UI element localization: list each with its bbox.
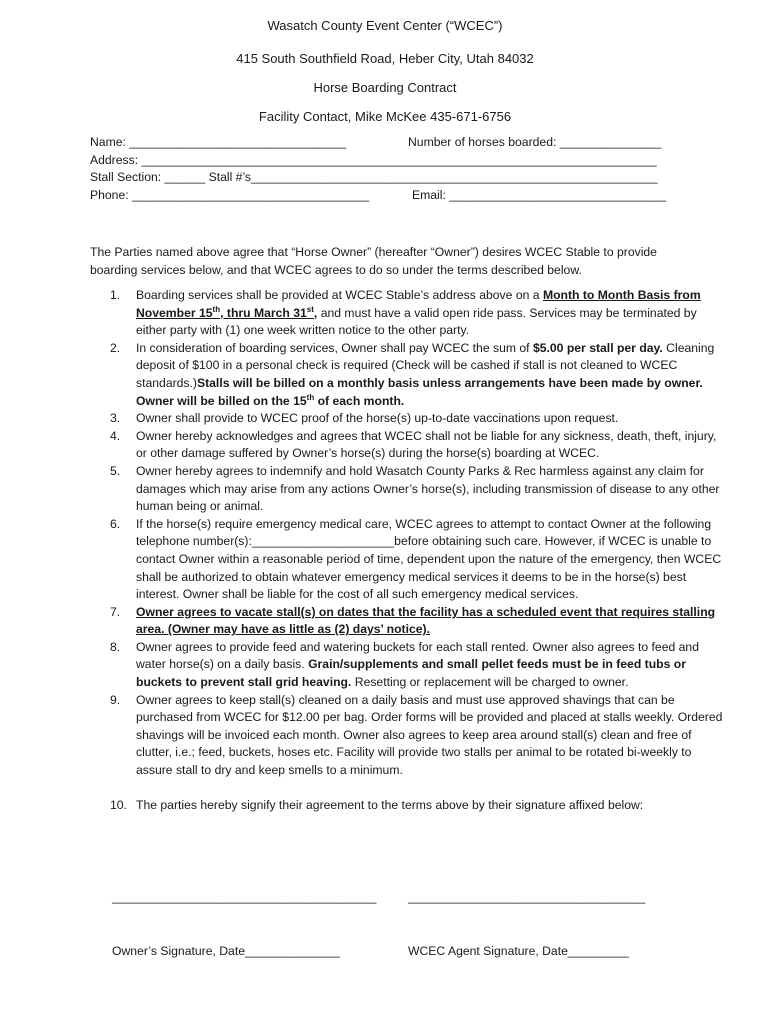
document-title: Horse Boarding Contract	[313, 80, 457, 95]
term-emphasis: $5.00 per stall per day.	[532, 340, 663, 355]
name-row	[90, 135, 680, 153]
term-emphasis: Owner agrees to vacate stall(s) on dates that the facility has a scheduled event that requires stalling area. (Owner may have as little as (2) days’ notice).	[136, 604, 716, 637]
term-number: 7.	[110, 604, 121, 619]
term-emphasis: Stalls will be billed on a monthly basis unless arrangements have been made by owner. Owner will be billed on the 15	[136, 375, 703, 408]
term-6	[110, 516, 726, 604]
address-row	[90, 153, 680, 171]
agent-signature-line[interactable]: ___________________________________	[408, 890, 646, 904]
phone-field[interactable]: Phone: ___________________________________	[90, 188, 370, 202]
term-text: In consideration of boarding services, Owner shall pay WCEC the sum of	[136, 340, 533, 355]
term-8	[110, 639, 726, 692]
header-title: Wasatch County Event Center (“WCEC”)	[267, 18, 503, 33]
term-emphasis: Grain/supplements and small pellet feeds must be in feed tubs or buckets to prevent stall grid heaving.	[136, 657, 686, 690]
horses-count-field[interactable]: Number of horses boarded: _______________	[408, 135, 662, 149]
term-4	[110, 428, 726, 463]
stall-field[interactable]: Stall Section: ______ Stall #’s____________________________________________________________	[90, 170, 658, 184]
superscript: st	[306, 304, 314, 314]
stall-row	[90, 170, 680, 188]
terms-list	[90, 287, 726, 814]
superscript: th	[212, 304, 221, 314]
term-text: Boarding services shall be provided at WCEC Stable’s address above on a	[136, 288, 543, 302]
term-number: 3.	[110, 411, 121, 426]
term-text: Owner shall provide to WCEC proof of the horse(s) up-to-date vaccinations upon request.	[136, 411, 619, 426]
term-1	[110, 287, 726, 340]
term-number: 10.	[110, 797, 127, 812]
name-field[interactable]: Name: ________________________________	[90, 135, 347, 149]
term-text: and must have a valid open ride pass. Services may be terminated by either party with (1) one week written notice to the other party.	[136, 305, 697, 338]
term-5	[110, 463, 726, 516]
term-text: Owner agrees to provide feed and watering buckets for each stall rented. Owner also agrees to feed and water horse(s) on a daily basis.	[136, 639, 699, 672]
phone-row	[90, 188, 680, 206]
term-text: The parties hereby signify their agreement to the terms above by their signature affixed below:	[136, 797, 644, 812]
header-address: 415 South Southfield Road, Heber City, Utah 84032	[236, 51, 534, 66]
term-emphasis: ,	[313, 305, 318, 320]
term-text: If the horse(s) require emergency medical care, WCEC agrees to attempt to contact Owner at the following telephone number(s):_____________________before obtaining such care. However, if WCEC is unable to contact Owner within a reasonable period of time, dependent upon the nature of the emergency, then WCEC shall be authorized to obtain whatever emergency medical services it deems to be in the horse(s) best interest. Owner shall be liable for the cost of all such emergency medical services.	[136, 516, 722, 602]
term-text: Owner agrees to keep stall(s) cleaned on a daily basis and must use approved shavings that can be purchased from WCEC for $12.00 per bag. Order forms will be provided and placed at stalls weekly. Ordered shavings will be invoiced each month. Owner also agrees to keep area around stall(s) clean and free of clutter, i.e.; feed, buckets, hoses etc. Facility will provide two stalls per animal to be rotated bi-weekly to assure stall to dry and keep smells to a minimum.	[136, 692, 723, 778]
superscript: th	[306, 392, 315, 402]
term-number: 8.	[110, 639, 121, 654]
term-10	[110, 797, 726, 815]
facility-contact: Facility Contact, Mike McKee 435-671-6756	[258, 109, 512, 124]
address-field[interactable]: Address: ____________________________________________________________________________	[90, 153, 657, 167]
term-number: 5.	[110, 463, 121, 478]
term-number: 1.	[110, 288, 121, 302]
term-number: 4.	[110, 428, 121, 443]
email-field[interactable]: Email: ________________________________	[412, 188, 667, 202]
owner-signature-label: Owner’s Signature, Date______________	[112, 944, 340, 958]
term-text: Owner hereby acknowledges and agrees that WCEC shall not be liable for any sickness, death, theft, injury, or other damage suffered by Owner’s horse(s) during the horse(s) boarding at WCEC.	[136, 428, 717, 461]
intro-paragraph: The Parties named above agree that “Horse Owner” (hereafter “Owner”) desires WCEC Stable to provide boarding services below, and that WCEC agrees to do so under the terms described below.	[90, 245, 657, 277]
term-9	[110, 692, 726, 780]
term-2	[110, 340, 726, 410]
term-number: 9.	[110, 692, 121, 707]
agent-signature-label: WCEC Agent Signature, Date_________	[408, 944, 629, 958]
term-7	[110, 604, 726, 639]
term-3	[110, 410, 726, 428]
term-number: 2.	[110, 340, 121, 355]
term-emphasis: of each month.	[314, 393, 405, 408]
term-text: Cleaning deposit of $100 in a personal check is required (Check will be cashed if stall is not cleaned to WCEC standards.)	[136, 340, 715, 390]
owner-signature-line[interactable]: _______________________________________	[112, 890, 377, 904]
term-text: Resetting or replacement will be charged to owner.	[351, 675, 629, 690]
term-emphasis: Month to Month Basis from November 15	[136, 288, 701, 320]
term-number: 6.	[110, 516, 121, 531]
term-emphasis: , thru March 31	[220, 305, 307, 320]
term-text: Owner hereby agrees to indemnify and hold Wasatch County Parks & Rec harmless against any claim for damages which may arise from any actions Owner’s horse(s), including transmission of disease to any other human being or animal.	[136, 463, 720, 514]
